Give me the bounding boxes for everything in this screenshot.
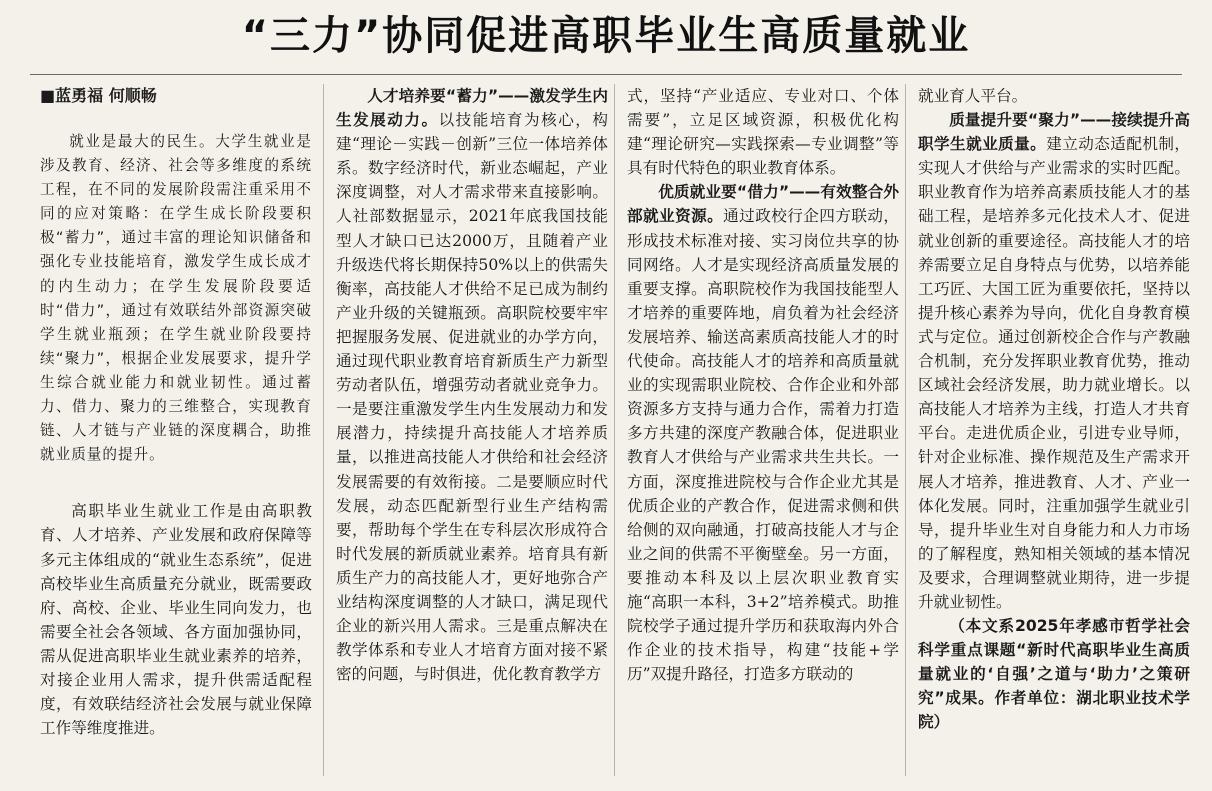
column-3	[627, 84, 899, 686]
sec1-body: 式，坚持“产业适应、专业对口、个体需要”，立足区域资源，积极优化构建“理论研究—实践探索—专业调整”等具有时代特色的职业教育体系。	[627, 87, 899, 178]
paragraph-intro2: 高职毕业生就业工作是由高职教育、人才培养、产业发展和政府保障等多元主体组成的“就业生态系统”，促进高校毕业生高质量充分就业，既需要政府、高校、企业、毕业生同向发力，也需要全社会各领域、各方面加强协同，需从促进高职毕业生就业素养的培养，对接企业用人需求，提升供需适配程度，有效联结经济社会发展与就业保障工作等维度推进。	[40, 502, 312, 738]
section-1-continued	[627, 84, 899, 180]
title-divider	[30, 74, 1182, 75]
article-title: “三力”协同促进高职毕业生高质量就业	[241, 13, 971, 59]
column-divider	[323, 84, 324, 776]
section-3-paragraph	[918, 108, 1190, 614]
column-divider	[614, 84, 615, 776]
section-2-continued	[918, 84, 1190, 108]
sec2-body: 就业育人平台。	[918, 87, 1028, 105]
column-4	[918, 84, 1190, 735]
sec1-heading: 人才培养要“蓄力”——激发学生内生发展动力。	[336, 87, 608, 130]
intro-block	[40, 130, 312, 467]
note: （本文系2025年孝感市哲学社会科学重点课题“新时代高职毕业生高质量就业的‘自强’之道与‘助力’之策研究”成果。作者单位：湖北职业技术学院）	[918, 617, 1190, 732]
sec2-body: 通过政校行企四方联动，形成技术标准对接、实习岗位共享的协同网络。人才是实现经济高质量发展的重要支撑。高职院校作为我国技能型人才培养的重要阵地，肩负着为社会经济发展培养、输送高素质高技能人才的时代使命。高技能人才的培养和高质量就业的实现需职业院校、合作企业和外部资源多方支持与通力合作，需着力打造多方共建的深度产教融合体，促进职业教育人才供给与产业需求共生共长。一方面，深度推进院校与合作企业尤其是优质企业的产教合作，促进需求侧和供给侧的双向融通，打破高技能人才与企业之间的供需不平衡壁垒。另一方面，要推动本科及以上层次职业教育实施“高职一本科，3+2”培养模式。助推院校学子通过提升学历和获取海内外合作企业的技术指导，构建“技能+学历”双提升路径，打造多方联动的	[627, 207, 899, 684]
column-1	[40, 84, 312, 740]
section-1-paragraph	[336, 84, 608, 686]
column-2	[336, 84, 608, 686]
byline: ■蓝勇福 何顺畅	[40, 86, 157, 105]
intro-text: 就业是最大的民生。大学生就业是涉及教育、经济、社会等多维度的系统工程，在不同的发展阶段需注重采用不同的应对策略：在学生成长阶段要积极“蓄力”，通过丰富的理论知识储备和强化专业技能培育，激发学生成长成才的内生动力；在学生发展阶段要适时“借力”，通过有效联结外部资源突破学生就业瓶颈；在学生就业阶段要持续“聚力”，根据企业发展要求，提升学生综合就业能力和就业韧性。通过蓄力、借力、聚力的三维整合，实现教育链、人才链与产业链的深度耦合，助推就业质量的提升。	[40, 133, 312, 464]
section-2-paragraph	[627, 180, 899, 686]
sec1-body: 以技能培育为核心，构建“理论－实践－创新”三位一体培养体系。数字经济时代，新业态崛起，产业深度调整，对人才需求带来直接影响。人社部数据显示，2021年底我国技能型人才缺口已达2000万，且随着产业升级迭代将长期保持50%以上的供需失衡率，高技能人才供给不足已成为制约产业升级的关键瓶颈。高职院校要牢牢把握服务发展、促进就业的办学方向，通过现代职业教育培育新质生产力新型劳动者队伍，增强劳动者就业竞争力。一是要注重激发学生内生发展动力和发展潜力，持续提升高技能人才培养质量，以推进高技能人才供给和社会经济发展需要的有效衔接。二是要顺应时代发展，动态匹配新型行业生产结构需要，帮助每个学生在专科层次形成符合时代发展的新质就业素养。培育具有新质生产力的高技能人才，更好地弥合产业结构深度调整的人才缺口，满足现代企业的新兴用人需求。三是重点解决在教学体系和专业人才培育方面对接不紧密的问题，与时俱进，优化教育教学方	[336, 111, 608, 684]
sec3-body: 建立动态适配机制，实现人才供给与产业需求的实时匹配。职业教育作为培养高素质技能人才的基础工程，是培养多元化技术人才、促进就业创新的重要途径。高技能人才的培养需要立足自身特点与优势，以培养能工巧匠、大国工匠为重要依托，坚持以提升核心素养为导向，优化自身教育模式与定位。通过创新校企合作与产教融合机制，充分发挥职业教育优势，推动区域社会经济发展，助力就业增长。以高技能人才培养为主线，打造人才共育平台。走进优质企业，引进专业导师，针对企业标准、操作规范及生产需求开展人才培养，推进教育、人才、产业一体化发展。同时，注重加强学生就业引导，提升毕业生对自身能力和人力市场的了解程度，熟知相关领域的基本情况及要求，合理调整就业期待，进一步提升就业韧性。	[918, 135, 1190, 611]
sec2-heading: 优质就业要“借力”——有效整合外部就业资源。	[627, 183, 899, 226]
sec3-heading: 质量提升要“聚力”——接续提升高职学生就业质量。	[918, 111, 1190, 154]
article-note	[918, 614, 1190, 734]
column-divider	[905, 84, 906, 776]
